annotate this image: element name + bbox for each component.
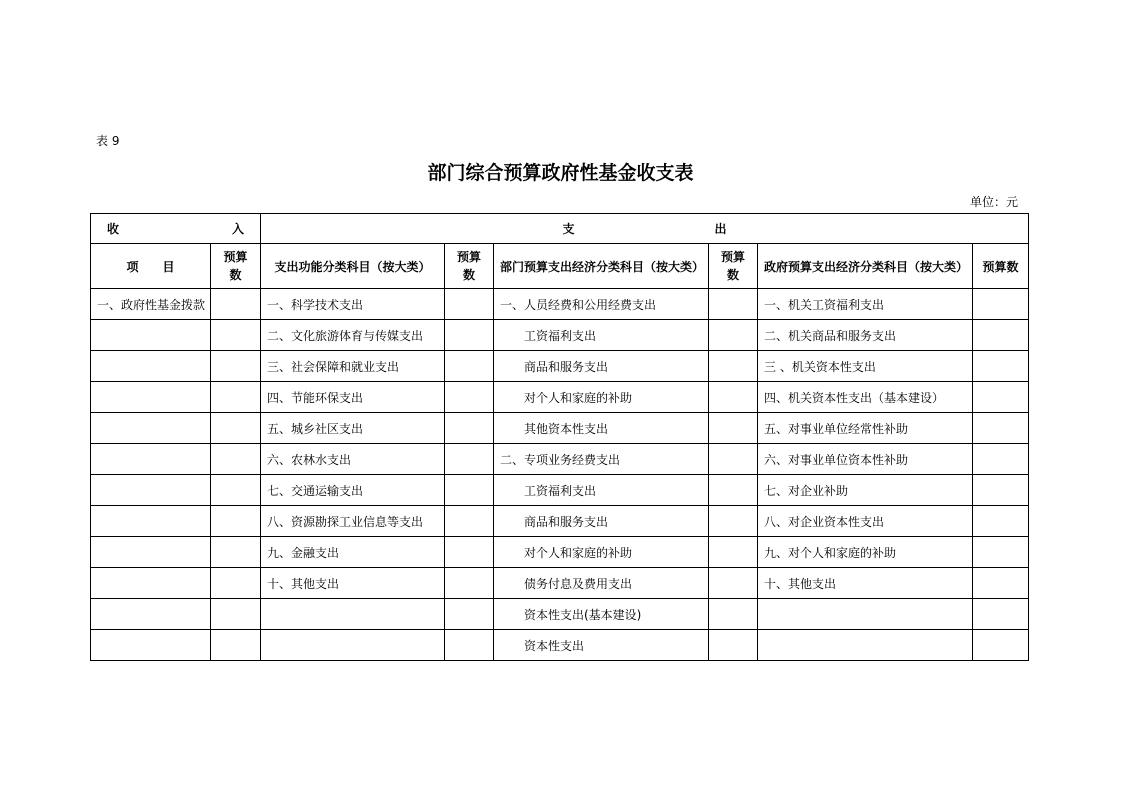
func-cell [261, 630, 445, 661]
func-cell: 九、金融支出 [261, 537, 445, 568]
gov-cell: 二、机关商品和服务支出 [758, 320, 973, 351]
col-budget-func: 预算 数 [445, 244, 494, 289]
income-budget-cell [211, 351, 261, 382]
column-header-row [91, 244, 1029, 289]
dept-budget-cell [709, 630, 758, 661]
gov-budget-cell [973, 320, 1029, 351]
dept-cell: 商品和服务支出 [494, 351, 709, 382]
func-budget-cell [445, 568, 494, 599]
table-row [91, 506, 1029, 537]
func-cell: 七、交通运输支出 [261, 475, 445, 506]
dept-budget-cell [709, 289, 758, 320]
income-budget-cell [211, 568, 261, 599]
table-row [91, 568, 1029, 599]
income-cell [91, 320, 211, 351]
dept-cell: 一、人员经费和公用经费支出 [494, 289, 709, 320]
dept-cell: 工资福利支出 [494, 475, 709, 506]
func-budget-cell [445, 289, 494, 320]
col-budget-dept: 预算 数 [709, 244, 758, 289]
table-row [91, 413, 1029, 444]
table-row [91, 537, 1029, 568]
gov-budget-cell [973, 506, 1029, 537]
dept-cell: 资本性支出(基本建设) [494, 599, 709, 630]
func-budget-cell [445, 382, 494, 413]
gov-budget-cell [973, 351, 1029, 382]
func-budget-cell [445, 506, 494, 537]
col-gov-budget: 预算数 [973, 244, 1029, 289]
table-body [91, 289, 1029, 661]
dept-budget-cell [709, 475, 758, 506]
income-budget-cell [211, 289, 261, 320]
gov-cell: 十、其他支出 [758, 568, 973, 599]
income-header: 收 入 [91, 214, 261, 244]
gov-cell: 三 、机关资本性支出 [758, 351, 973, 382]
gov-budget-cell [973, 475, 1029, 506]
dept-budget-cell [709, 506, 758, 537]
gov-budget-cell [973, 568, 1029, 599]
gov-cell: 一、机关工资福利支出 [758, 289, 973, 320]
table-row [91, 599, 1029, 630]
func-budget-cell [445, 444, 494, 475]
income-budget-cell [211, 382, 261, 413]
func-cell: 十、其他支出 [261, 568, 445, 599]
income-budget-cell [211, 444, 261, 475]
dept-budget-cell [709, 382, 758, 413]
func-cell: 八、资源勘探工业信息等支出 [261, 506, 445, 537]
func-budget-cell [445, 537, 494, 568]
col-budget-income: 预算 数 [211, 244, 261, 289]
gov-budget-cell [973, 537, 1029, 568]
dept-cell: 对个人和家庭的补助 [494, 537, 709, 568]
income-budget-cell [211, 506, 261, 537]
table-row [91, 351, 1029, 382]
gov-cell: 九、对个人和家庭的补助 [758, 537, 973, 568]
gov-budget-cell [973, 289, 1029, 320]
dept-cell: 工资福利支出 [494, 320, 709, 351]
func-cell [261, 599, 445, 630]
table-row [91, 382, 1029, 413]
income-budget-cell [211, 630, 261, 661]
func-budget-cell [445, 599, 494, 630]
func-budget-cell [445, 413, 494, 444]
gov-cell [758, 599, 973, 630]
income-cell [91, 382, 211, 413]
func-budget-cell [445, 320, 494, 351]
income-cell [91, 630, 211, 661]
income-cell [91, 506, 211, 537]
dept-budget-cell [709, 568, 758, 599]
gov-budget-cell [973, 630, 1029, 661]
income-budget-cell [211, 320, 261, 351]
func-cell: 五、城乡社区支出 [261, 413, 445, 444]
dept-budget-cell [709, 537, 758, 568]
table-number: 表 9 [96, 134, 120, 148]
func-cell: 三、社会保障和就业支出 [261, 351, 445, 382]
unit-label: 单位：元 [969, 195, 1018, 209]
gov-cell: 六、对事业单位资本性补助 [758, 444, 973, 475]
income-budget-cell [211, 599, 261, 630]
func-cell: 四、节能环保支出 [261, 382, 445, 413]
income-cell [91, 351, 211, 382]
func-cell: 六、农林水支出 [261, 444, 445, 475]
gov-budget-cell [973, 382, 1029, 413]
gov-budget-cell [973, 599, 1029, 630]
income-cell [91, 444, 211, 475]
document-title: 部门综合预算政府性基金收支表 [427, 162, 694, 184]
dept-cell: 资本性支出 [494, 630, 709, 661]
func-budget-cell [445, 351, 494, 382]
col-func: 支出功能分类科目（按大类） [261, 244, 445, 289]
dept-budget-cell [709, 444, 758, 475]
gov-cell: 五、对事业单位经常性补助 [758, 413, 973, 444]
dept-budget-cell [709, 351, 758, 382]
col-item: 项 目 [91, 244, 211, 289]
table-row [91, 444, 1029, 475]
gov-cell: 七、对企业补助 [758, 475, 973, 506]
dept-budget-cell [709, 413, 758, 444]
dept-cell: 对个人和家庭的补助 [494, 382, 709, 413]
table-row [91, 475, 1029, 506]
income-cell [91, 568, 211, 599]
func-cell: 一、科学技术支出 [261, 289, 445, 320]
gov-cell: 八、对企业资本性支出 [758, 506, 973, 537]
income-cell: 一、政府性基金拨款 [91, 289, 211, 320]
gov-budget-cell [973, 444, 1029, 475]
income-cell [91, 537, 211, 568]
budget-table [90, 213, 1029, 661]
dept-budget-cell [709, 320, 758, 351]
income-cell [91, 475, 211, 506]
gov-cell [758, 630, 973, 661]
dept-cell: 其他资本性支出 [494, 413, 709, 444]
table-row [91, 289, 1029, 320]
table-row [91, 630, 1029, 661]
col-gov: 政府预算支出经济分类科目（按大类） [758, 244, 973, 289]
dept-cell: 商品和服务支出 [494, 506, 709, 537]
income-cell [91, 413, 211, 444]
section-header-row [91, 214, 1029, 244]
func-cell: 二、文化旅游体育与传媒支出 [261, 320, 445, 351]
income-budget-cell [211, 413, 261, 444]
income-budget-cell [211, 537, 261, 568]
table-row [91, 320, 1029, 351]
func-budget-cell [445, 475, 494, 506]
income-budget-cell [211, 475, 261, 506]
income-cell [91, 599, 211, 630]
dept-cell: 二、专项业务经费支出 [494, 444, 709, 475]
gov-budget-cell [973, 413, 1029, 444]
col-dept: 部门预算支出经济分类科目（按大类） [494, 244, 709, 289]
gov-cell: 四、机关资本性支出（基本建设） [758, 382, 973, 413]
dept-cell: 债务付息及费用支出 [494, 568, 709, 599]
dept-budget-cell [709, 599, 758, 630]
expense-header: 支 出 [261, 214, 1029, 244]
func-budget-cell [445, 630, 494, 661]
